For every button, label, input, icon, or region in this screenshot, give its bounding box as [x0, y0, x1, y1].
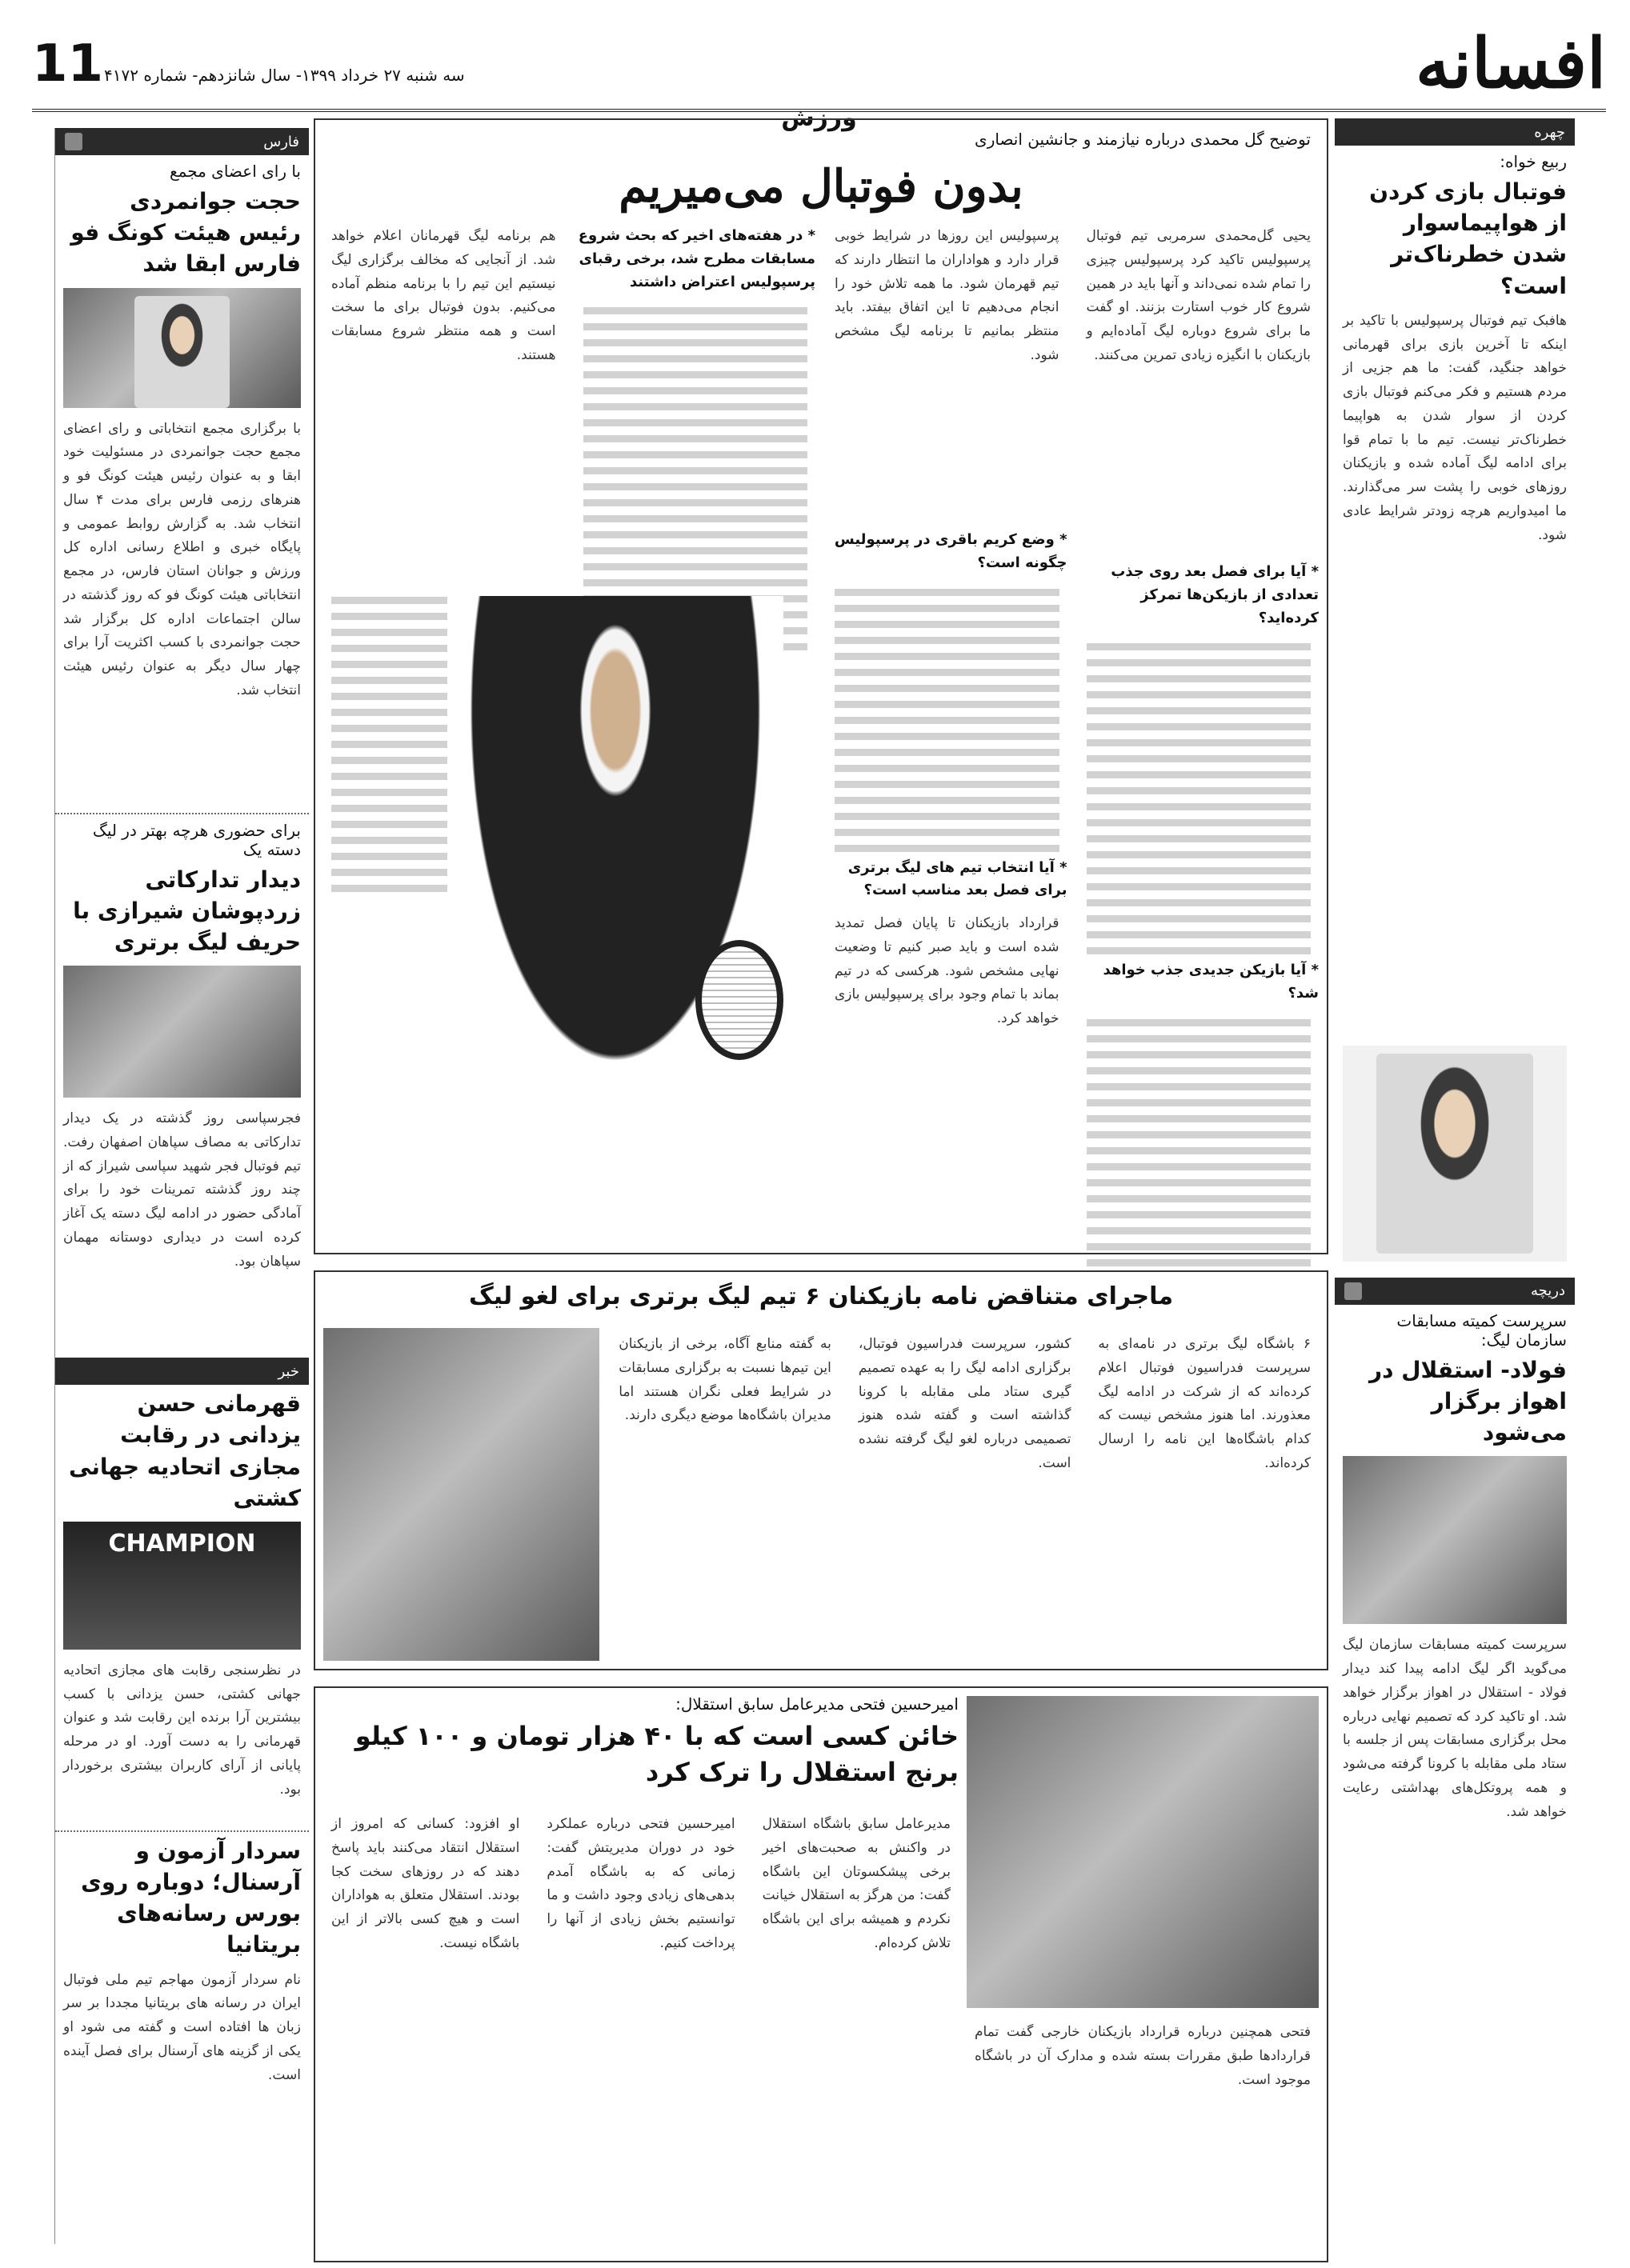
- chehreh-tag: چهره: [1534, 123, 1565, 141]
- league-story: [314, 1270, 1328, 1670]
- main-q3: * آیا انتخاب تیم های لیگ برتری برای فصل بعد مناسب است؟: [847, 858, 1067, 899]
- main-body-b: پرسپولیس این روزها در شرایط خوبی قرار دارد و هواداران ما انتظار دارند که تیم قهرمان شود. ما همه تلاش خود را انجام می‌دهیم تا این اتفاق بیفتد. باید منتظر بمانیم تا برنامه لیگ مشخص شود.: [835, 228, 1059, 363]
- rabikhah-portrait: [1376, 1054, 1533, 1254]
- esteghlal-body-b: امیرحسین فتحی درباره عملکرد خود در دوران مدیریتش گفت: زمانی که به باشگاه آمدم بدهی‌های زیادی وجود داشت و ما توانستیم بخش زیادی از آنها را پرداخت کنیم.: [547, 1816, 735, 1951]
- dateline: سه شنبه ۲۷ خرداد ۱۳۹۹- سال شانزدهم- شماره ۴۱۷۲: [104, 66, 465, 85]
- tennis-racket: [695, 940, 783, 1060]
- main-body-c: قرارداد بازیکنان تا پایان فصل تمدید شده است و باید صبر کنیم تا وضعیت نهایی مشخص شود. هرکسی که در تیم بماند با تمام وجود برای پرسپولیس بازی خواهد کرد.: [835, 915, 1059, 1027]
- fars-headline2: دیدار تدارکاتی زردپوشان شیرازی با حریف لیگ برتری: [73, 866, 301, 955]
- chehreh-tag-bar: [1335, 118, 1575, 146]
- league-photo: [323, 1328, 599, 1661]
- league-body-a: ۶ باشگاه لیگ برتری در نامه‌ای به سرپرست فدراسیون فوتبال اعلام کرده‌اند که از شرکت در ادامه لیگ معذورند. اما هنوز مشخص نیست که کدام باشگاه‌ها این نامه را ارسال کرده‌اند.: [1098, 1336, 1311, 1471]
- main-text-lines-1: [1079, 634, 1320, 954]
- fars-body: با برگزاری مجمع انتخاباتی و رای اعضای مجمع حجت جوانمردی در مسئولیت خود ابقا و به عنوان رئیس هیئت کونگ فو و هنرهای رزمی فارس برای مدت ۴ سال انتخاب شد. به گزارش روابط عمومی و پایگاه خبری و اطلاع رسانی اداره کل ورزش و جوانان استان فارس، در مجمع انتخاباتی هیئت کونگ فو که روز گذشته در سالن اجتماعات اداره کل برگزار شد حجت جوانمردی با کسب اکثریت آرا برای چهار سال دیگر به عنوان رئیس هیئت انتخاب شد.: [63, 420, 301, 698]
- main-text-lines-2: [827, 580, 1067, 852]
- bookmark-icon: [1344, 1282, 1362, 1300]
- fars-body2: فجرسپاسی روز گذشته در یک دیدار تدارکاتی به مصاف سپاهان اصفهان رفت. تیم فوتبال فجر شهید سپاسی شیراز که از چند روز گذشته تمرینات خود را برای آمادگی حضور در ادامه لیگ دسته یک آغاز کرده است در دیداری دوستانه مهمان سپاهان بود.: [63, 1110, 301, 1270]
- main-story: [314, 118, 1328, 1254]
- fajr-sepahan-photo: [63, 966, 301, 1098]
- esteghlal-story: [314, 1686, 1328, 2262]
- esteghlal-body-c: او افزود: کسانی که امروز از استقلال انتقاد می‌کنند باید پاسخ دهند که در روزهای سخت کجا بودند. استقلال متعلق به هواداران است و هیچ کسی بالاتر از این باشگاه نیست.: [331, 1816, 520, 1951]
- esteghlal-body-d: فتحی همچنین درباره قرارداد بازیکنان خارجی گفت تمام قراردادها طبق مقررات بسته شده و مدارک آن در باشگاه موجود است.: [975, 2024, 1311, 2088]
- section-title: ورزش: [781, 104, 857, 132]
- khabar-headline2: سردار آزمون و آرسنال؛ دوباره روی بورس رسانه‌های بریتانیا: [81, 1837, 301, 1958]
- esteghlal-photo: [967, 1696, 1319, 2008]
- fars-tag: فارس: [263, 133, 299, 150]
- main-col-3: [575, 220, 816, 1245]
- rabikhah-photo: [1343, 1046, 1567, 1262]
- daricheh-body: سرپرست کمیته مسابقات سازمان لیگ می‌گوید اگر لیگ ادامه پیدا کند دیدار فولاد - استقلال در اهواز برگزار خواهد شد. او تاکید کرد که تصمیم نهایی درباره محل برگزاری مسابقات پس از جلسه با ستاد ملی مقابله با کرونا گرفته می‌شود و همه پروتکل‌های بهداشتی رعایت خواهد شد.: [1343, 1637, 1567, 1820]
- main-col-1: [1079, 220, 1320, 1245]
- main-story-columns: [323, 220, 1319, 1245]
- daricheh-headline: فولاد- استقلال در اهواز برگزار می‌شود: [1369, 1356, 1567, 1446]
- esteghlal-title: خائن کسی است که با ۴۰ هزار تومان و ۱۰۰ کیلو برنج استقلال را ترک کرد: [354, 1721, 959, 1787]
- main-text-lines-1b: [1079, 1010, 1320, 1274]
- chehreh-kicker: ربیع خواه:: [1500, 152, 1567, 171]
- main-story-head: [315, 120, 1327, 213]
- main-q5: * آیا بازیکن جدیدی جذب خواهد شد؟: [1103, 962, 1319, 1002]
- league-story-columns: [323, 1328, 1319, 1661]
- esteghlal-columns: [323, 1808, 959, 2253]
- main-body-d: هم برنامه لیگ قهرمانان اعلام خواهد شد. از آنجایی که مخالف برگزاری لیگ نیستیم این تیم را با برنامه منظم آماده می‌کنیم. بدون فوتبال برای ما سخت است و همه منتظر شروع مسابقات هستند.: [331, 228, 556, 363]
- main-q2: * وضع کریم باقری در پرسپولیس چگونه است؟: [834, 531, 1067, 571]
- main-q4: * در هفته‌های اخیر که بحث شروع مسابقات مطرح شد، برخی رقبای پرسپولیس اعتراض داشتند: [578, 227, 815, 290]
- main-story-kicker: توضیح گل محمدی درباره نیازمند و جانشین انصاری: [975, 130, 1311, 149]
- champion-photo: [63, 1522, 301, 1650]
- khabar-tag-bar: [55, 1358, 309, 1385]
- khabar-body: در نظرسنجی رقابت های مجازی اتحادیه جهانی کشتی، حسن یزدانی با کسب بیشترین آرا برنده این رقابت شد و عنوان قهرمانی را به دست آورد. او در مرحله پایانی از آرای کاربران بیشتری برخوردار بود.: [63, 1662, 301, 1798]
- esteghlal-body-a: مدیرعامل سابق باشگاه استقلال در واکنش به صحبت‌های اخیر برخی پیشکسوتان این باشگاه گفت: من هرگز به استقلال خیانت نکردم و همیشه برای این باشگاه تلاش کرده‌ام.: [762, 1816, 951, 1951]
- daricheh-kicker: سرپرست کمیته مسابقات سازمان لیگ:: [1396, 1310, 1567, 1350]
- main-area: [314, 118, 1328, 2244]
- khabar-headline: قهرمانی حسن یزدانی در رقابت مجازی اتحادیه جهانی کشتی: [69, 1390, 301, 1511]
- foolad-esteghlal-photo: [1343, 1456, 1567, 1624]
- chehreh-body: هافبک تیم فوتبال پرسپولیس با تاکید بر اینکه تا آخرین بازی برای قهرمانی خواهد جنگید، گفت: ما هم جزیی از مردم هستیم و فکر می‌کنم فوتبال بازی کردن از سوار شدن به هواپیما خطرناک‌تر نیست. تیم ما با تمام قوا برای ادامه لیگ آماده شده و بازیکنان روزهای خوبی را پشت سر می‌گذارند. ما امیدواریم هرچه زودتر شرایط عادی شود.: [1343, 312, 1567, 543]
- league-story-title: ماجرای متناقض نامه بازیکنان ۶ تیم لیگ برتری برای لغو لیگ: [468, 1282, 1174, 1310]
- main-story-title: بدون فوتبال می‌میریم: [619, 160, 1023, 213]
- page-number: 11: [32, 34, 104, 94]
- main-col-2: [827, 220, 1067, 1245]
- league-body-c: به گفته منابع آگاه، برخی از بازیکنان این تیم‌ها نسبت به برگزاری مسابقات در شرایط فعلی نگران هستند اما مدیران باشگاه‌ها موضع دیگری دارند.: [619, 1336, 831, 1424]
- javanmardi-portrait: [134, 296, 230, 408]
- khabar-tag: خبر: [278, 1362, 299, 1380]
- chehreh-headline: فوتبال بازی کردن از هواپیماسوار شدن خطرناک‌تر است؟: [1369, 178, 1567, 299]
- newspaper-logo: افسانه: [1416, 23, 1606, 104]
- left-column: [54, 128, 309, 2244]
- fars-photo: [63, 288, 301, 408]
- fars-headline: حجت جوانمردی رئیس هیئت کونگ فو فارس ابقا شد: [70, 188, 301, 278]
- main-q1: * آیا برای فصل بعد روی جذب تعدادی از بازیکن‌ها تمرکز کرده‌اید؟: [1111, 563, 1319, 626]
- main-body-a: یحیی گل‌محمدی سرمربی تیم فوتبال پرسپولیس تاکید کرد پرسپولیس چیزی را تمام شده نمی‌داند و آنها باید در همین شروع کار خوب استارت بزنند. او گفت ما برای شروع دوباره لیگ آماده‌ایم و بازیکنان با انگیزه زیادی تمرین می‌کنند.: [1086, 228, 1311, 363]
- iran-map-icon: [65, 133, 82, 150]
- esteghlal-kicker: امیرحسین فتحی مدیرعامل سابق استقلال:: [675, 1694, 959, 1714]
- fars-tag-bar: [55, 128, 309, 155]
- fars-kicker2: برای حضوری هرچه بهتر در لیگ دسته یک: [92, 820, 301, 859]
- champion-label: CHAMPION: [108, 1529, 256, 1558]
- league-body-b: کشور، سرپرست فدراسیون فوتبال، برگزاری ادامه لیگ را به عهده تصمیم گیری ستاد ملی مقابله با کرونا گذاشته است و گفته شده هنوز تصمیمی درباره لغو لیگ گرفته نشده است.: [858, 1336, 1071, 1471]
- right-column: [1335, 118, 1575, 2244]
- daricheh-tag: دریچه: [1531, 1282, 1565, 1300]
- fars-kicker: با رای اعضای مجمع: [169, 162, 301, 181]
- khabar-body2: نام سردار آزمون مهاجم تیم ملی فوتبال ایران در رسانه های بریتانیا مجددا بر سر زبان ها افتاده است و گفته می شود او یکی از گزینه های آرسنال برای فصل آینده است.: [63, 1971, 301, 2083]
- daricheh-tag-bar: [1335, 1278, 1575, 1305]
